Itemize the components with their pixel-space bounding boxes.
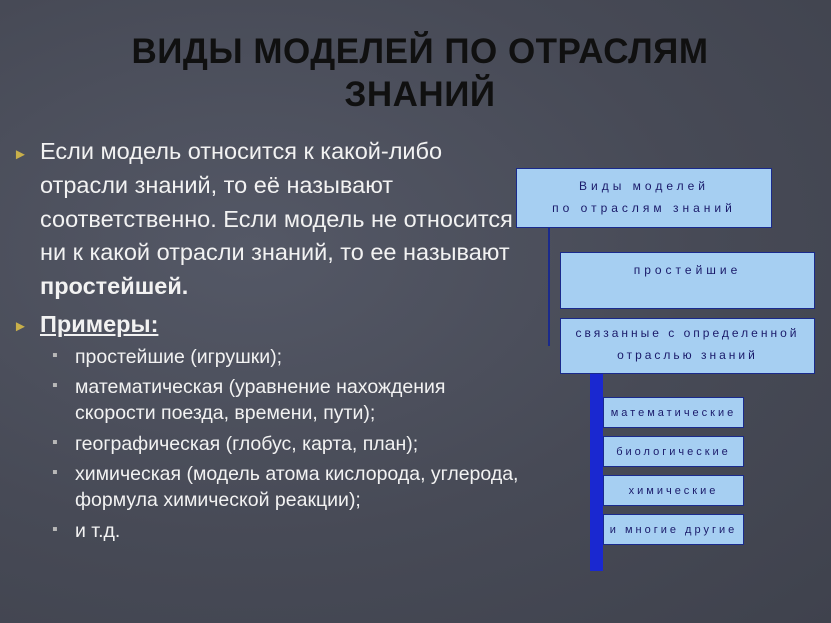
diagram-simplest-box	[560, 252, 815, 309]
example-text: простейшие (игрушки);	[75, 345, 283, 368]
leaf-label: химические	[628, 485, 719, 497]
diagram-root-box	[516, 168, 772, 228]
list-item	[10, 431, 530, 457]
examples-heading	[10, 308, 530, 340]
definition-bold-term: простейшей.	[40, 273, 189, 300]
examples-heading-text: Примеры:	[40, 310, 159, 337]
list-item	[10, 461, 530, 513]
diagram-leaf-box	[603, 475, 744, 506]
slide-title	[60, 30, 780, 116]
leaf-label: и многие другие	[609, 524, 738, 536]
example-text: химическая (модель атома кислорода, углерода, формула химической реакции);	[75, 463, 519, 512]
definition-text: Если модель относится к какой-либо отрасли знаний, то её называют соответственно. Если модель не относится ни к какой отрасли знаний, то ее называют	[40, 138, 513, 266]
branch-label-line-1: связанные с определенной	[575, 326, 800, 340]
bullet-dot-icon: ▪	[52, 377, 58, 395]
diagram-leaf-box	[603, 436, 744, 467]
bullet-dot-icon: ▪	[52, 520, 58, 538]
title-line-1: ВИДЫ МОДЕЛЕЙ ПО ОТРАСЛЯМ	[131, 32, 709, 71]
root-label-line-2: по отраслям знаний	[552, 201, 736, 215]
list-item	[10, 344, 530, 370]
arrow-bullet-icon: ►	[13, 317, 28, 335]
arrow-bullet-icon: ►	[13, 146, 28, 163]
example-text: и т.д.	[75, 519, 121, 542]
leaf-label: математические	[610, 407, 737, 419]
diagram-branch-box	[560, 318, 815, 374]
slide-body	[10, 135, 530, 548]
diagram-connector-line	[548, 228, 550, 346]
title-line-2: ЗНАНИЙ	[344, 75, 496, 114]
branch-label-line-2: отраслью знаний	[617, 348, 758, 362]
root-label-line-1: Виды моделей	[579, 179, 709, 193]
diagram-leaf-box	[603, 514, 744, 545]
example-text: математическая (уравнение нахождения скорости поезда, времени, пути);	[75, 376, 446, 425]
bullet-dot-icon: ▪	[52, 464, 58, 482]
diagram-connector-bar	[590, 374, 603, 571]
simplest-label: простейшие	[633, 263, 742, 277]
diagram-leaf-box	[603, 397, 744, 428]
list-item	[10, 518, 530, 544]
leaf-label: биологические	[616, 446, 731, 458]
definition-paragraph	[10, 135, 530, 304]
bullet-dot-icon: ▪	[52, 346, 58, 364]
list-item	[10, 374, 530, 426]
example-text: географическая (глобус, карта, план);	[75, 432, 419, 455]
bullet-dot-icon: ▪	[52, 433, 58, 451]
examples-list	[10, 344, 530, 544]
